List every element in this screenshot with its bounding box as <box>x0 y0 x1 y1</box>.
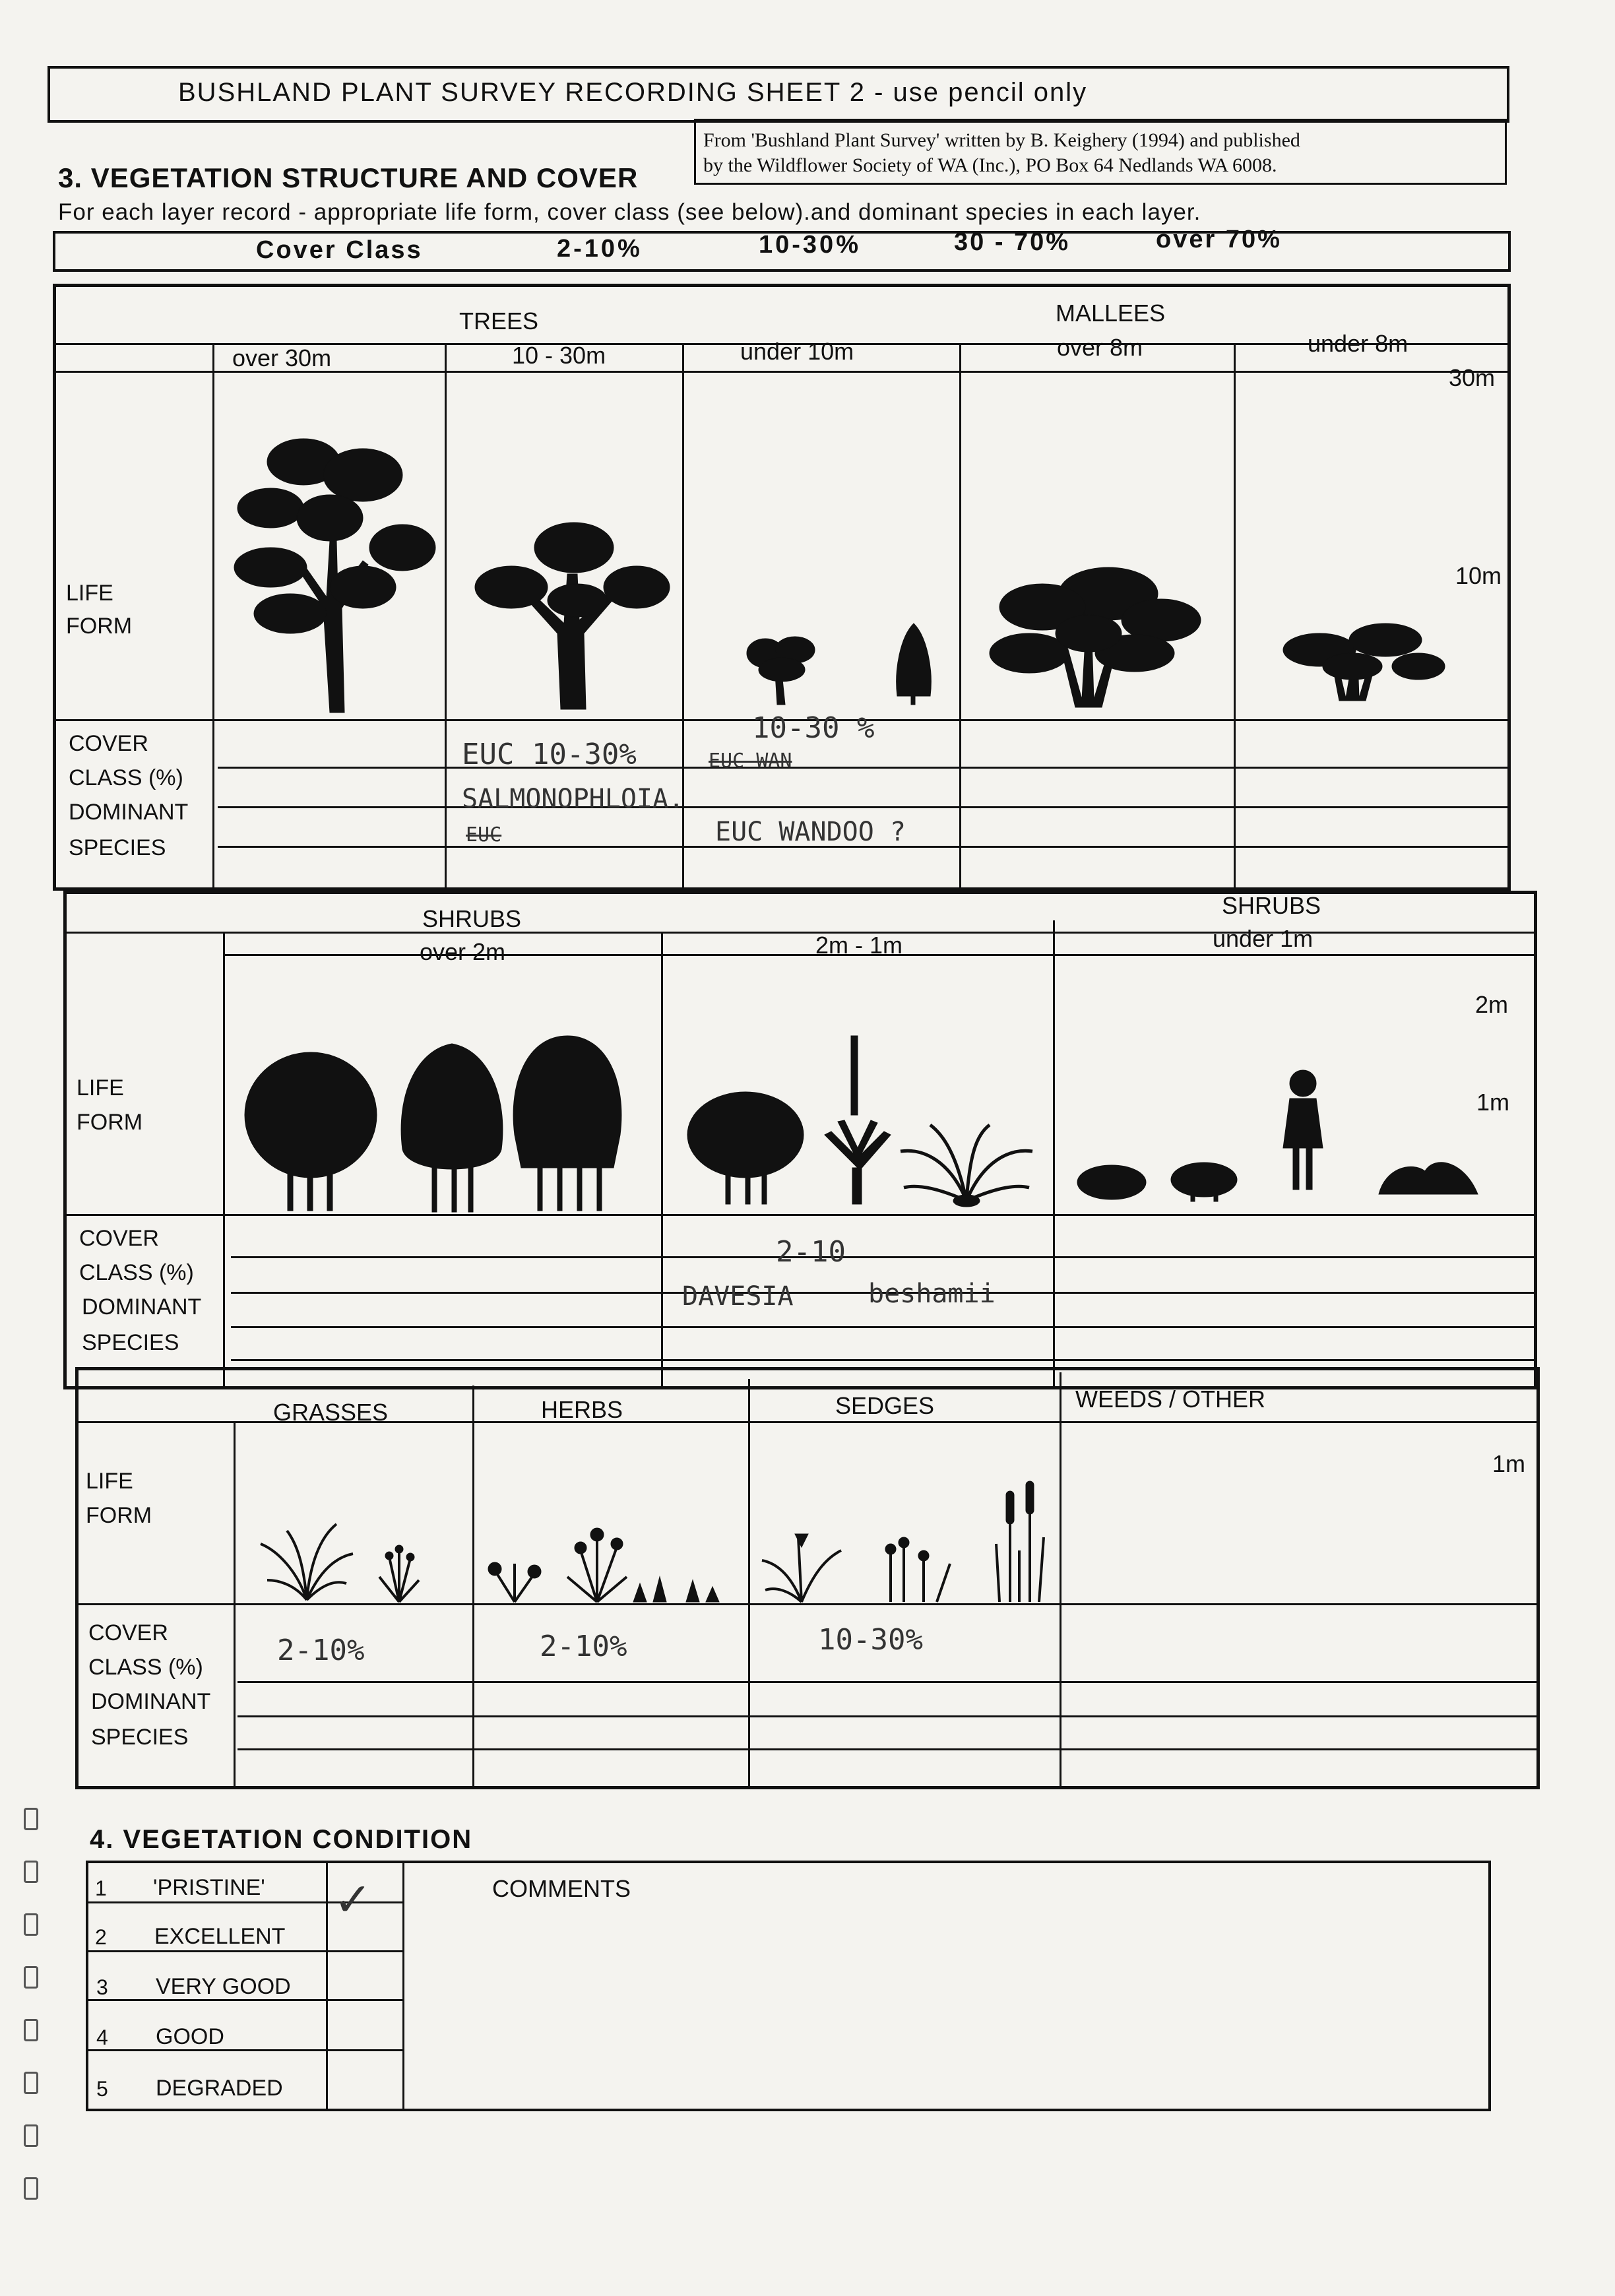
col-under-10m: under 10m <box>740 338 854 365</box>
condition-num-2: 2 <box>95 1925 107 1949</box>
large-shrub-icon-2 <box>396 1044 508 1215</box>
binder-mark <box>24 2019 38 2041</box>
cover-label-2a: COVER <box>79 1226 159 1251</box>
col-over-2m: over 2m <box>420 938 506 965</box>
cover-class-2-10: 2-10% <box>557 235 643 263</box>
sheet-title: BUSHLAND PLANT SURVEY RECORDING SHEET 2 - use pencil only <box>178 78 1088 107</box>
condition-row-3[interactable] <box>88 1973 326 1999</box>
weeds-other-header: WEEDS / OTHER <box>1075 1386 1266 1413</box>
shrubs-header-left: SHRUBS <box>422 905 522 932</box>
condition-row-5[interactable] <box>88 2074 326 2101</box>
cover-class-over-70: over 70% <box>1156 226 1282 253</box>
pristine-check-mark: ✓ <box>336 1867 369 1929</box>
life-form-label-1a: LIFE <box>66 581 113 606</box>
condition-label-1: 'PRISTINE' <box>153 1875 265 1900</box>
dominant-label-3b: SPECIES <box>91 1725 189 1750</box>
trees-header: TREES <box>459 307 539 335</box>
medium-shrub-icon <box>686 1089 805 1207</box>
binder-mark <box>24 1966 38 1989</box>
conifer-icon <box>891 623 937 706</box>
dominant-label-1a: DOMINANT <box>69 800 189 825</box>
life-form-label-2b: FORM <box>77 1110 143 1135</box>
sedge-icon-2 <box>871 1537 963 1603</box>
condition-label-4: GOOD <box>156 2024 224 2049</box>
life-form-label-3b: FORM <box>86 1503 152 1528</box>
condition-row-2[interactable] <box>88 1923 326 1949</box>
scale-1m-ground: 1m <box>1492 1450 1526 1477</box>
condition-row-4[interactable] <box>88 2023 326 2049</box>
palm-shrub-icon <box>897 1122 1036 1207</box>
sedges-header: SEDGES <box>835 1392 935 1419</box>
life-form-label-1b: FORM <box>66 614 133 639</box>
section-4-title: 4. VEGETATION CONDITION <box>90 1825 473 1854</box>
col-10-30m: 10 - 30m <box>512 342 606 369</box>
condition-num-4: 4 <box>96 2025 108 2049</box>
human-scale-figure-icon <box>1280 1069 1326 1194</box>
life-form-label-2a: LIFE <box>77 1075 124 1100</box>
col-under-8m: under 8m <box>1308 330 1409 357</box>
life-form-label-3a: LIFE <box>86 1469 133 1494</box>
condition-label-5: DEGRADED <box>156 2076 283 2101</box>
section-3-title: 3. VEGETATION STRUCTURE AND COVER <box>58 162 639 193</box>
hw-species-under-10m: EUC WANDOO ? <box>715 817 906 847</box>
hw-shrub-cover: 2-10 <box>776 1235 846 1269</box>
credit-line-1: From 'Bushland Plant Survey' written by B. Keighery (1994) and published <box>703 129 1300 151</box>
cover-label-1a: COVER <box>69 731 148 756</box>
binder-mark <box>24 1808 38 1830</box>
binder-mark <box>24 1913 38 1936</box>
condition-num-1: 1 <box>95 1876 107 1900</box>
small-mallee-icon <box>1280 620 1445 703</box>
mallees-header: MALLEES <box>1056 300 1166 327</box>
low-shrub-icon-2 <box>1168 1160 1240 1203</box>
herbs-header: HERBS <box>541 1396 623 1423</box>
cover-label-2b: CLASS (%) <box>79 1260 194 1285</box>
hw-struck-under-10m: EUC WAN <box>709 749 792 773</box>
sedge-icon-1 <box>759 1531 844 1603</box>
binder-mark <box>24 2124 38 2147</box>
hw-cover-under-10m: 10-30 % <box>752 711 875 745</box>
scale-30m: 30m <box>1449 364 1496 391</box>
cover-class-label: Cover Class <box>256 236 423 264</box>
binder-mark <box>24 2177 38 2200</box>
scale-2m: 2m <box>1475 991 1509 1018</box>
cover-label-3b: CLASS (%) <box>88 1655 203 1680</box>
cover-class-10-30: 10-30% <box>759 231 861 259</box>
hw-shrub-species-epithet: beshamii <box>868 1279 996 1309</box>
dominant-label-2a: DOMINANT <box>82 1294 202 1320</box>
grass-seedhead-icon <box>369 1544 429 1603</box>
hw-struck-10-30m: EUC <box>466 823 502 846</box>
cover-label-1b: CLASS (%) <box>69 765 183 790</box>
condition-num-5: 5 <box>96 2077 108 2101</box>
herb-icon-3 <box>627 1570 726 1603</box>
scale-10m: 10m <box>1455 562 1502 589</box>
hw-shrub-species-genus: DAVESIA <box>682 1281 794 1312</box>
herb-icon-1 <box>482 1557 548 1603</box>
condition-row-1[interactable] <box>88 1874 326 1900</box>
grasses-header: GRASSES <box>273 1399 389 1426</box>
hw-sedges-cover: 10-30% <box>818 1623 923 1657</box>
medium-tree-icon <box>475 521 673 713</box>
cover-class-30-70: 30 - 70% <box>954 228 1071 256</box>
shrubs-header-right: SHRUBS <box>1222 892 1321 919</box>
instructions: For each layer record - appropriate life form, cover class (see below).and dominant species in each layer. <box>58 199 1201 225</box>
col-over-8m: over 8m <box>1057 334 1143 361</box>
cover-label-3a: COVER <box>88 1620 168 1645</box>
dominant-label-3a: DOMINANT <box>91 1689 211 1714</box>
hw-cover-10-30m: EUC 10-30% <box>462 738 637 771</box>
dominant-label-1b: SPECIES <box>69 835 166 860</box>
tall-tree-icon <box>231 435 442 719</box>
grass-tussock-icon <box>257 1517 356 1603</box>
scale-1m-shrubs: 1m <box>1476 1089 1510 1116</box>
grass-tree-icon <box>818 1036 897 1207</box>
condition-label-2: EXCELLENT <box>154 1924 286 1949</box>
col-2m-1m: 2m - 1m <box>815 932 903 959</box>
comments-label: COMMENTS <box>492 1875 631 1902</box>
binder-mark <box>24 2072 38 2094</box>
hw-herbs-cover: 2-10% <box>540 1630 627 1663</box>
hw-species-10-30m: SALMONOPHLOIA. <box>462 784 685 814</box>
col-over-30m: over 30m <box>232 344 332 371</box>
low-shrub-icon-1 <box>1075 1161 1148 1201</box>
low-shrub-icon-3 <box>1379 1155 1478 1197</box>
rush-bulrush-icon <box>990 1478 1049 1603</box>
binder-mark <box>24 1861 38 1883</box>
large-shrub-icon-3 <box>508 1036 627 1214</box>
condition-num-3: 3 <box>96 1975 108 1999</box>
small-tree-icon <box>745 633 818 706</box>
condition-label-3: VERY GOOD <box>156 1974 291 1999</box>
tall-mallee-icon <box>983 567 1207 709</box>
col-under-1m: under 1m <box>1213 925 1314 952</box>
hw-grasses-cover: 2-10% <box>277 1634 365 1667</box>
dominant-label-2b: SPECIES <box>82 1330 179 1355</box>
large-shrub-icon-1 <box>241 1049 380 1214</box>
credit-line-2: by the Wildflower Society of WA (Inc.), PO Box 64 Nedlands WA 6008. <box>703 154 1277 176</box>
